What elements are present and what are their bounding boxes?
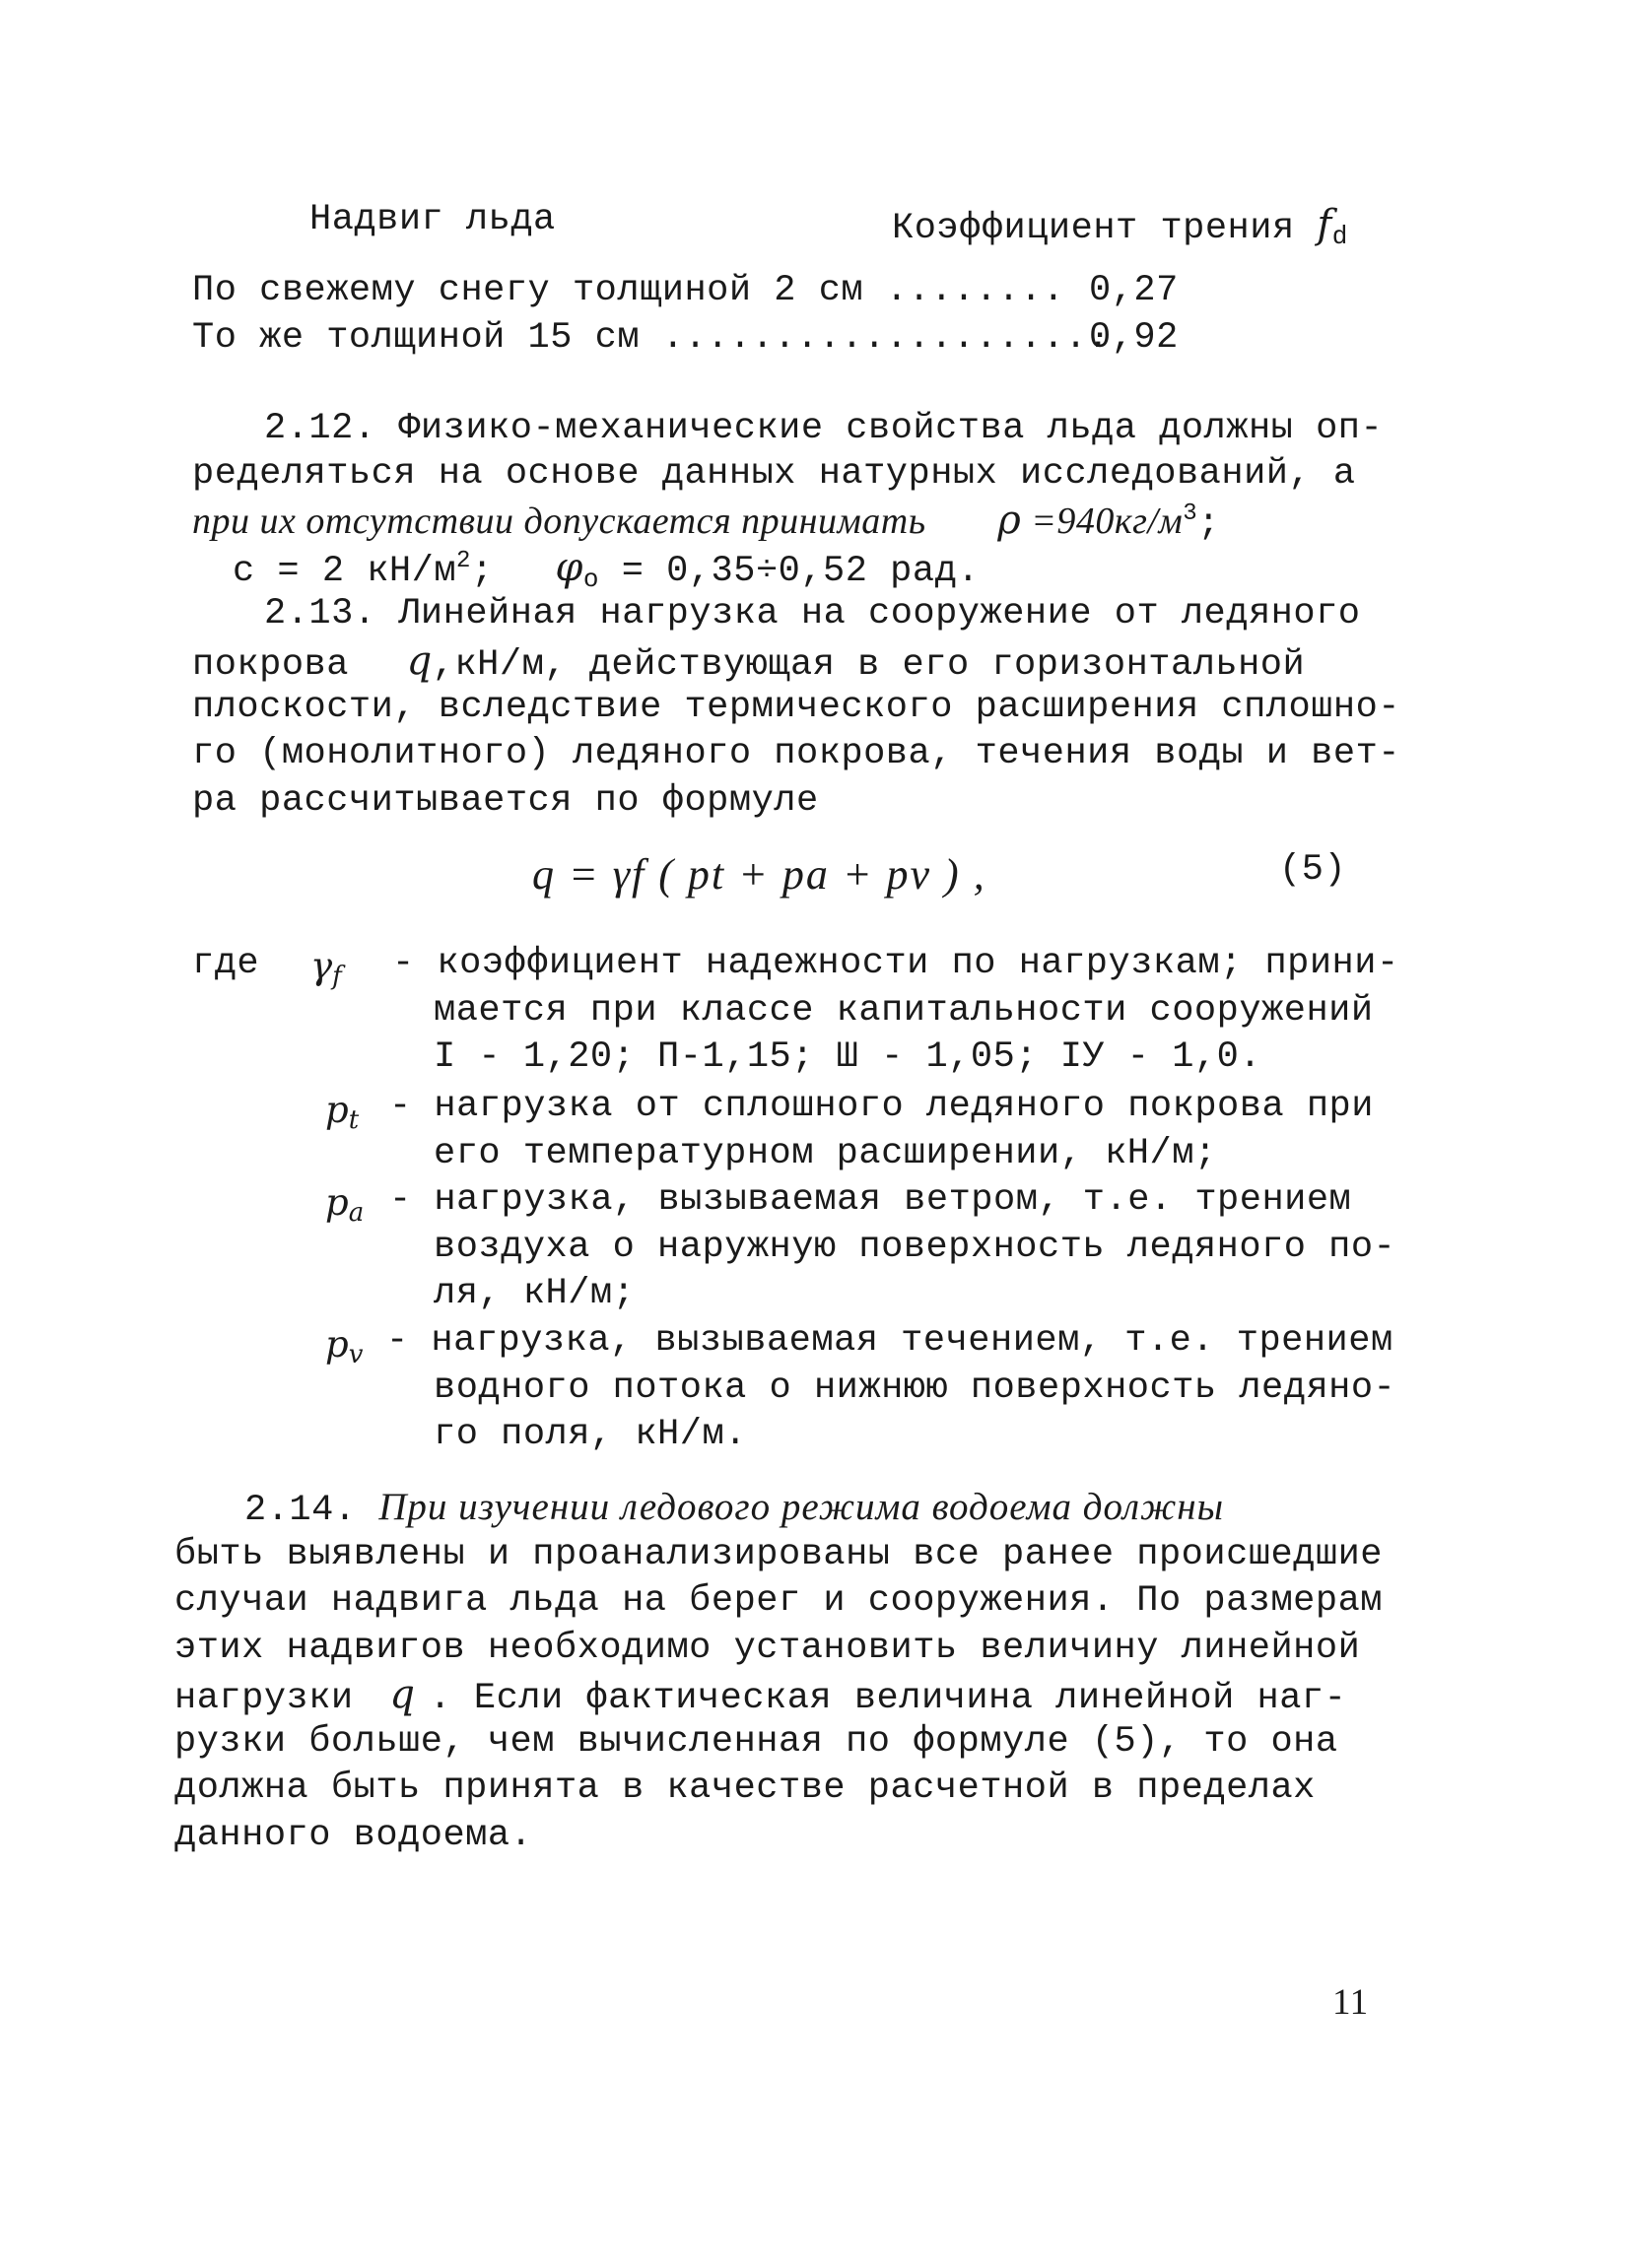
p212-line: 2.12. Физико-механические свойства льда должны оп- [264,408,1384,449]
p214-line [174,1672,1346,1721]
angle-value: = 0,35÷0,52 рад. [599,551,980,592]
phi-sub: o [582,565,600,594]
p212-semicolon: ; [1197,503,1220,545]
pv-symbol [325,1322,363,1377]
p212-line [192,498,1220,547]
where-item-line: его температурном расширении, кН/м; [434,1133,1217,1174]
table-header-right [892,202,1348,259]
formula-expression: q = γf ( pt + pa + pv ) , [532,850,986,899]
p213-rest: ,кН/м, действующая в его горизонтальной [432,644,1306,686]
p213-line: ра рассчитывается по формуле [192,780,819,822]
p213-line: плоскости, вследствие термического расширения сплошно- [192,687,1400,728]
q-symbol: q [406,638,433,684]
p-symbol: p [325,1323,349,1366]
p213-line: го (монолитного) ледяного покрова, течения воды и вет- [192,733,1400,774]
formula-number: (5) [1279,849,1347,891]
where-item-line: воздуха о наружную поверхность ледяного по- [434,1227,1396,1268]
pa-sub: a [348,1198,365,1228]
where-item-line: го поля, кН/м. [434,1414,747,1455]
where-item-line: I - 1,20; П-1,15; Ш - 1,05; IУ - 1,0. [434,1036,1262,1078]
q-symbol: q [389,1672,416,1717]
cohesion-exp: 2 [456,548,471,574]
table-header-right-text: Коэффициент трения [892,208,1295,249]
where-item-line: - нагрузка, вызываемая течением, т.е. трением [386,1320,1393,1362]
density-value: =940кг/м [1021,500,1184,542]
p214-word: нагрузки [174,1678,354,1719]
where-item-line: водного потока о нижнюю поверхность ледяно- [434,1367,1396,1409]
pv-sub: v [348,1340,364,1369]
p214-line [244,1485,1224,1533]
table-row-label: По свежему снегу толщиной 2 см ........ [192,270,1065,311]
table-row-label: То же толщиной 15 см .................... [192,317,1110,359]
p212-sep: ; [470,551,494,592]
p-symbol: p [325,1181,349,1224]
where-item-line: - нагрузка, вызываемая ветром, т.е. трением [389,1179,1352,1221]
table-row-value: 0,27 [1089,270,1179,311]
p213-line: 2.13. Линейная нагрузка на сооружение от ледяного [264,593,1361,634]
table-row-value: 0,92 [1089,317,1179,359]
where-item-line: ля, кН/м; [434,1273,636,1314]
p214-line: рузки больше, чем вычисленная по формуле (5), то она [174,1721,1338,1763]
p214-number: 2.14. [244,1490,357,1531]
p213-line [192,638,1305,688]
phi-symbol: φ [555,545,583,590]
p214-line: быть выявлены и проанализированы все ранее происшедшие [174,1534,1383,1575]
where-item-line: мается при классе капитальности сооружений [434,990,1374,1032]
p214-italic: При изучении ледового режима водоема должны [378,1486,1225,1528]
p214-line: случаи надвига льда на берег и сооружения. По размерам [174,1580,1383,1622]
where-item-line: - коэффициент надежности по нагрузкам; прини- [392,943,1399,984]
table-header-left: Надвиг льда [309,199,556,240]
friction-symbol: f [1317,202,1332,247]
cohesion-value: c = 2 кН/м [233,551,457,592]
p214-rest: . Если фактическая величина линейной наг- [429,1678,1347,1719]
where-item-line: - нагрузка от сплошного ледяного покрова при [389,1086,1374,1127]
page-number: 11 [1332,1982,1369,2023]
gamma-symbol: γ [310,945,333,987]
p212-line: ределяться на основе данных натурных исследований, а [192,453,1356,495]
p213-word: покрова [192,644,349,686]
density-exp: 3 [1183,500,1198,527]
p214-line: данного водоема. [174,1815,533,1856]
pa-symbol [325,1180,364,1235]
where-word: где [192,943,260,984]
p214-line: должна быть принята в качестве расчетной в пределах [174,1768,1316,1809]
friction-symbol-sub: d [1331,222,1348,251]
p212-italic: при их отсутствии допускается принимать [192,500,926,542]
p214-line: этих надвигов необходимо установить величину линейной [174,1628,1361,1669]
pt-sub: t [348,1105,360,1135]
gamma-f-symbol [310,944,342,999]
rho-symbol: ρ [997,498,1022,543]
gamma-sub: f [332,962,342,991]
p-symbol: p [325,1089,349,1131]
pt-symbol [325,1088,359,1143]
